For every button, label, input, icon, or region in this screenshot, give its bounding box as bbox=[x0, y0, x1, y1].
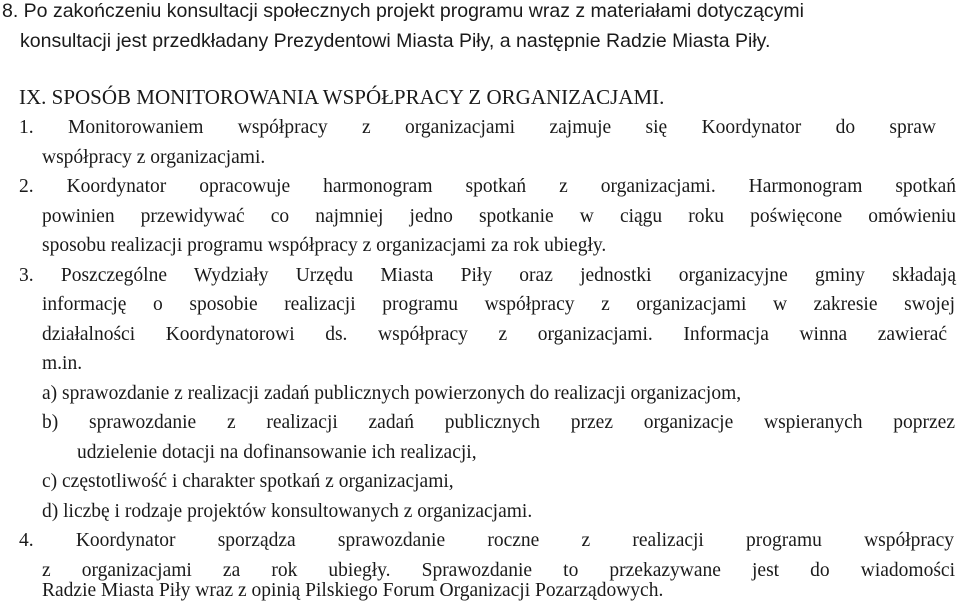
item-2-line-3: sposobu realizacji programu współpracy z organizacjami za rok ubiegły. bbox=[42, 235, 607, 256]
item-3-sub-c: c) częstotliwość i charakter spotkań z organizacjami, bbox=[42, 471, 454, 492]
item-2-line-2: powinien przewidywać co najmniej jedno spotkanie w ciągu roku poświęcone omówieniu bbox=[42, 206, 956, 227]
item-3-line-2: informację o sposobie realizacji programu współpracy z organizacjami w zakresie swojej bbox=[42, 294, 955, 315]
item-4-line-3: Radzie Miasta Piły wraz z opinią Pilskiego Forum Organizacji Pozarządowych. bbox=[42, 580, 664, 601]
item-1-line-1: 1. Monitorowaniem współpracy z organizacjami zajmuje się Koordynator do spraw bbox=[19, 117, 936, 138]
item-3-line-3: działalności Koordynatorowi ds. współpracy z organizacjami. Informacja winna zawierać bbox=[42, 324, 947, 345]
item-4-line-2: z organizacjami za rok ubiegły. Sprawozdanie to przekazywane jest do wiadomości bbox=[42, 560, 955, 581]
item-4-line-1: 4. Koordynator sporządza sprawozdanie roczne z realizacji programu współpracy bbox=[19, 530, 954, 551]
item-3-sub-b-line-1: b) sprawozdanie z realizacji zadań publicznych przez organizacje wspieranych poprzez bbox=[42, 412, 955, 433]
item-2-line-1: 2. Koordynator opracowuje harmonogram spotkań z organizacjami. Harmonogram spotkań bbox=[19, 176, 956, 197]
item-3-sub-b-line-2: udzielenie dotacji na dofinansowanie ich realizacji, bbox=[77, 442, 477, 463]
item-3-sub-a: a) sprawozdanie z realizacji zadań publicznych powierzonych do realizacji organizacjom, bbox=[42, 383, 742, 404]
section-heading: IX. SPOSÓB MONITOROWANIA WSPÓŁPRACY Z ORGANIZACJAMI. bbox=[19, 85, 665, 109]
point-8-line-2: konsultacji jest przedkładany Prezydentowi Miasta Piły, a następnie Radzie Miasta Piły. bbox=[20, 30, 771, 52]
item-1-line-2: współpracy z organizacjami. bbox=[42, 147, 266, 168]
point-8-line-1: 8. Po zakończeniu konsultacji społecznych projekt programu wraz z materiałami dotyczącymi bbox=[2, 0, 805, 22]
item-3-line-4: m.in. bbox=[42, 353, 83, 374]
item-3-line-1: 3. Poszczególne Wydziały Urzędu Miasta Piły oraz jednostki organizacyjne gminy składają bbox=[19, 265, 956, 286]
item-3-sub-d: d) liczbę i rodzaje projektów konsultowanych z organizacjami. bbox=[42, 501, 533, 522]
